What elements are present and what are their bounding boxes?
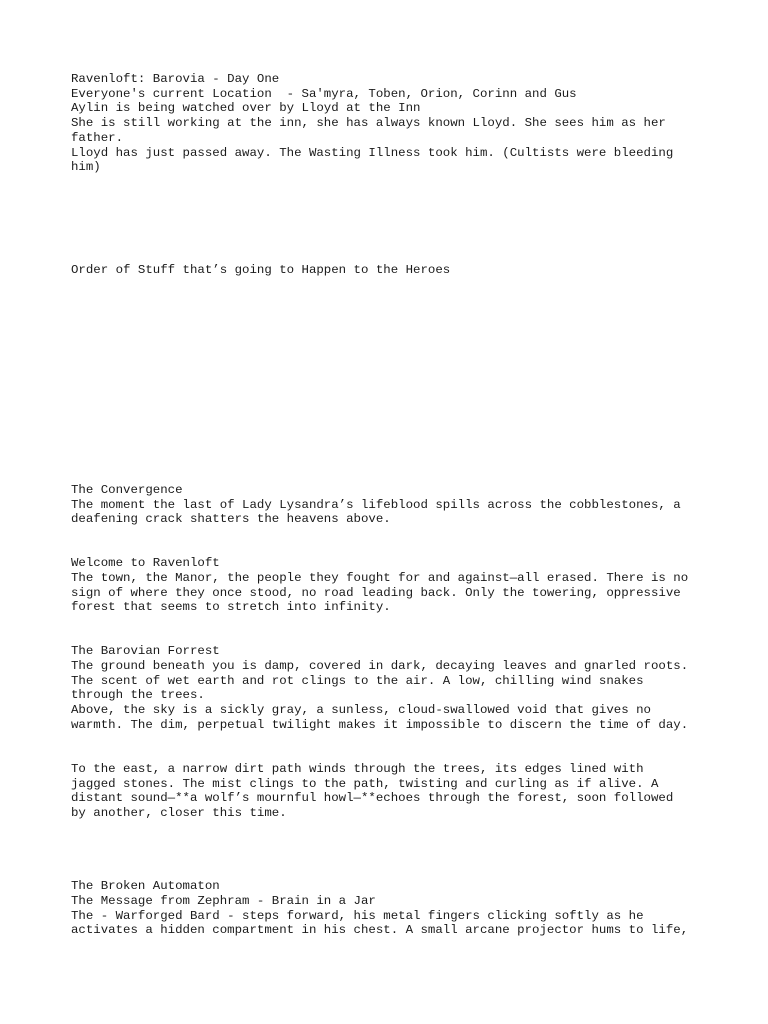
section-heading: The Convergence (71, 483, 183, 497)
text-line: him) (71, 160, 101, 174)
section-heading: The Broken Automaton (71, 879, 220, 893)
text-line: forest that seems to stretch into infinity. (71, 600, 391, 614)
text-line: Everyone's current Location - Sa'myra, Toben, Orion, Corinn and Gus (71, 87, 577, 101)
text-line: activates a hidden compartment in his chest. A small arcane projector hums to life, (71, 923, 689, 937)
text-line: Above, the sky is a sickly gray, a sunless, cloud-swallowed void that gives no (71, 703, 651, 717)
text-line: The moment the last of Lady Lysandra’s lifeblood spills across the cobblestones, a (71, 498, 681, 512)
text-line: by another, closer this time. (71, 806, 287, 820)
text-line: Aylin is being watched over by Lloyd at the Inn (71, 101, 421, 115)
text-line: The town, the Manor, the people they fought for and against—all erased. There is no (71, 571, 689, 585)
text-line: Lloyd has just passed away. The Wasting Illness took him. (Cultists were bleeding (71, 146, 674, 160)
text-line: She is still working at the inn, she has always known Lloyd. She sees him as her (71, 116, 666, 130)
text-line: warmth. The dim, perpetual twilight makes it impossible to discern the time of day. (71, 718, 689, 732)
text-line: To the east, a narrow dirt path winds through the trees, its edges lined with (71, 762, 644, 776)
text-line: jagged stones. The mist clings to the path, twisting and curling as if alive. A (71, 777, 659, 791)
document-title: Ravenloft: Barovia - Day One (71, 72, 280, 86)
text-line: The ground beneath you is damp, covered in dark, decaying leaves and gnarled roots. (71, 659, 689, 673)
text-line: The scent of wet earth and rot clings to the air. A low, chilling wind snakes (71, 674, 644, 688)
text-line: through the trees. (71, 688, 205, 702)
text-line: father. (71, 131, 124, 145)
section-heading: The Barovian Forrest (71, 644, 220, 658)
text-line: The Message from Zephram - Brain in a Jar (71, 894, 376, 908)
text-line: deafening crack shatters the heavens above. (71, 512, 391, 526)
text-line: The - Warforged Bard - steps forward, his metal fingers clicking softly as he (71, 909, 644, 923)
text-line: sign of where they once stood, no road leading back. Only the towering, oppressive (71, 586, 681, 600)
section-heading: Welcome to Ravenloft (71, 556, 220, 570)
text-line: distant sound—**a wolf’s mournful howl—**echoes through the forest, soon followed (71, 791, 674, 805)
section-heading: Order of Stuff that’s going to Happen to the Heroes (71, 263, 451, 277)
